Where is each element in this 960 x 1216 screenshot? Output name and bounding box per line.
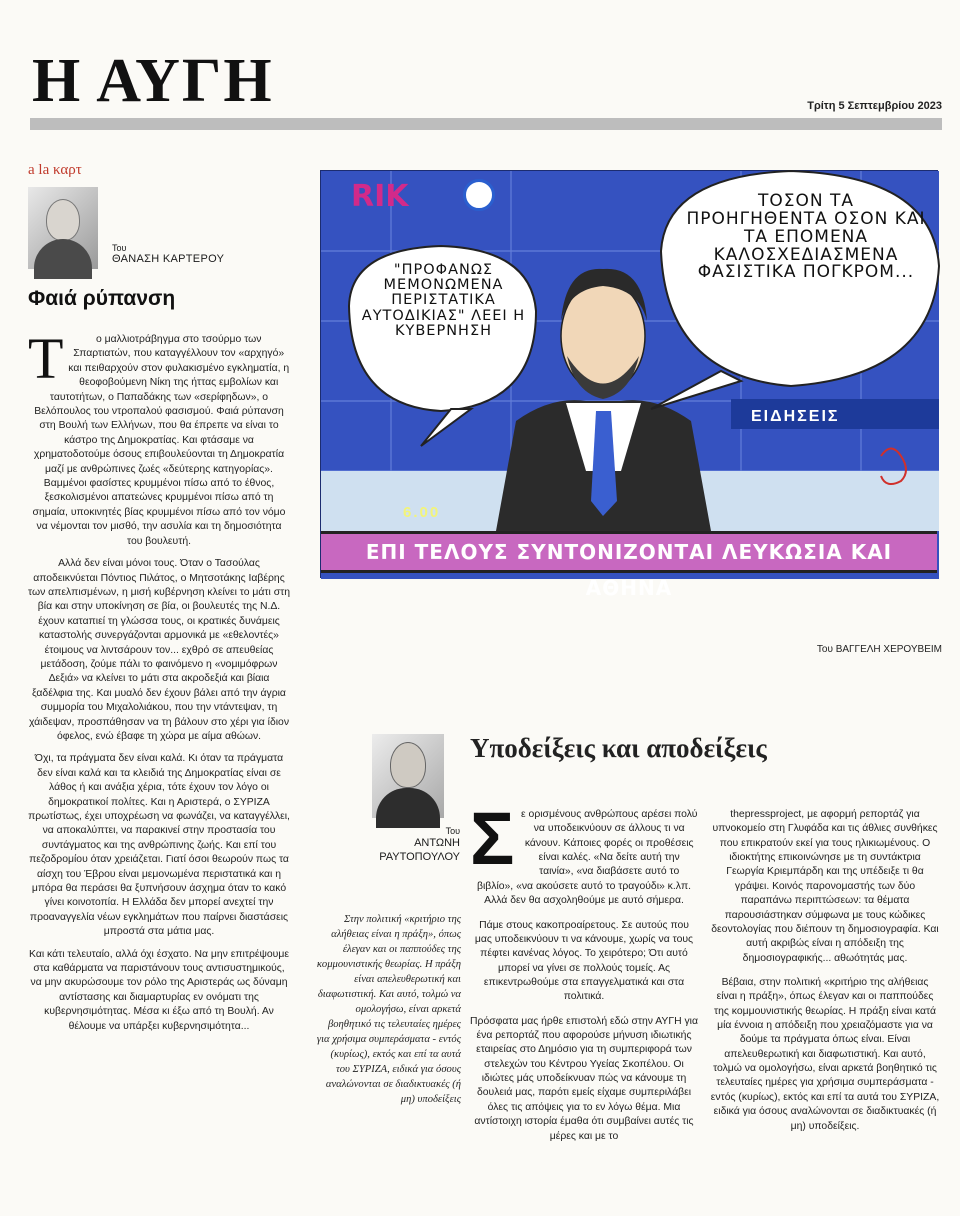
article-author-photo xyxy=(372,734,444,818)
broadcast-time: 6.00 xyxy=(403,504,441,521)
article-paragraph xyxy=(470,797,698,909)
article-paragraph: thepressproject, με αφορμή ρεπορτάζ για υπνοκομείο στη Γλυφάδα και τις άθλιες συνθήκες που επικρατούν εκεί για τους ηλικιωμένους. Ο ιδιοκτήτης επικοινώνησε με τη συντάκτρια Γεωργία Κριεμπάρδη και της υπέδειξε τι θα γράψει. Κοινός παρονομαστής των δύο παραπάνω περιπτώσεων: τα θέματα παρουσιάστηκαν σύμφωνα με τους κώδικες δεοντολογίας που διέπουν τη δημοσιογραφία. Και αυτή ακριβώς είναι η απόδειξη της δημοσιογραφικής... αθωότητάς μας. xyxy=(711,809,939,964)
column-paragraph: Αλλά δεν είναι μόνοι τους. Όταν ο Τασούλας αποδεικνύεται Πόντιος Πιλάτος, ο Μητσοτάκης Ιαβέρης των απελπισμένων, η μισή κυβέρνηση κλείνει το μάτι στη βία και στην υποκίνηση σε βία, οι βουλευτές της Ν.Δ. έχουν καταπιεί τη γλώσσα τους, οι κρατικές δυνάμεις καταστολής συνεργάζονται αρμονικά με «εθελοντές» έτοιμους να λιντσάρουν τον... εχθρό σε απευθείας μετάδοση, ζούμε πάλι το φαινόμενο η «νομιμόφρων Δεξιά» να κλείνει το μάτι στα ακροδεξιά και βίαια ξαδέλφια της. Και μυαλό δεν έχουν βάλει από την άγρια συμμορία του Μιχαλολιάκου, που την ντάντεψαν, τη χάιδεψαν, προσπάθησαν να τη βάλουν στο χέρι για ίδιον όφελος, ενώ έβαφε τη χώρα με αίμα αθώων. xyxy=(28,558,290,742)
column-paragraph: Και κάτι τελευταίο, αλλά όχι έσχατο. Να μην επιτρέψουμε στα καθάρματα να παριστάνουν τους αντισυστημικούς, να μην ακυρώσουμε τον ρόλο της Αριστεράς ως δύναμη αντίστασης και διαμαρτυρίας εν ονόματι της κυβερνησιμότητας. Μέσα κι έξω από τη Βουλή. Αν θέλουμε να υπάρξει κυβερνησιμότητα... xyxy=(29,948,289,1032)
news-label: ΕΙΔΗΣΕΙΣ xyxy=(751,408,840,425)
paragraph-text: ο μαλλιοτράβηγμα στο τσούρμο των Σπαρτιατών, που καταγγέλλουν τον «αρχηγό» και πειθαρχούν στον φυλακισμένο εγκληματία, η θεοφοβούμενη Νίκη της ήττας εμβολίων και ταυτοτήτων, ο Παπαδάκης των «σερίφηδων», ο Βελόπουλος του ντροπαλού φασισμού. Φαιά ρύπανση στη Βουλή των Ελλήνων, που θα έπρεπε να είναι το κάστρο της Δημοκρατίας. Και φτάσαμε να χρηματοδοτούμε όσους επιβουλεύονται τη Δημοκρατία μαζί με ανθρώπινες ζωές «δεύτερης κατηγορίας». Βαμμένοι φασίστες κρυμμένοι πίσω από το έθνος, ξεσκολισμένοι απατεώνες κρυμμένοι πίσω από τη σημαία, υποκινητές βίας κρυμμένοι πίσω από τον νόμο να νέμονται τον μισθό, την ασυλία και τη δημοσιότητα του βουλευτή. xyxy=(32,334,290,547)
article-paragraph: Βέβαια, στην πολιτική «κριτήριο της αλήθειας είναι η πράξη», όπως έλεγαν και οι παππούδες της κομμουνιστικής θεωρίας. Η πράξη είναι κατά μία έννοια η απόδειξη που χρειαζόμαστε για να δούμε τα πράγματα όπως είναι. Είναι απελευθερωτική και διαφωτιστική. Και αυτό, τολμώ να ομολογήσω, είναι αρκετά βοηθητικό τις τελευταίες ημέρες για χρήσιμα συμπεράσματα - εντός (κυρίως), εκτός και επί τα αυτά του ΣΥΡΙΖΑ, ειδικά για όσους αναλώνονται σε διαδικτυακές (ή μη) υποδείξεις. xyxy=(710,976,940,1132)
article-byline xyxy=(360,826,460,865)
article-pullquote: Στην πολιτική «κριτήριο της αλήθειας είναι η πράξη», όπως έλεγαν και οι παππούδες της κομμουνιστικής θεωρίας. Η πράξη είναι απελευθερωτική και διαφωτιστική. Και αυτό, τολμώ να ομολογήσω, είναι αρκετά βοηθητικό τις τελευταίες ημέρες για χρήσιμα συμπεράσματα - εντός (κυρίως), εκτός και επί τα αυτά του ΣΥΡΙΖΑ, ειδικά για όσους αναλώνονται σε διαδικτυακές (ή μη) υποδείξεις xyxy=(316,914,461,1106)
issue-date: Τρίτη 5 Σεπτεμβρίου 2023 xyxy=(807,100,942,112)
byline-name: ΑΝΤΩΝΗ ΡΑΥΤΟΠΟΥΛΟΥ xyxy=(379,837,460,863)
news-ticker: ΕΠΙ ΤΕΛΟΥΣ ΣΥΝΤΟΝΙΖΟΝΤΑΙ ΛΕΥΚΩΣΙΑ ΚΑΙ ΑΘΗΝΑ xyxy=(321,531,937,573)
column-paragraph xyxy=(28,326,290,549)
author2-body-shape xyxy=(376,788,440,828)
author2-head-shape xyxy=(390,742,426,788)
paragraph-text: ε ορισμένους ανθρώπους αρέσει πολύ να υποδεικνύουν σε άλλους τι να κάνουν. Κάποιες φορές οι προθέσεις είναι καλές. «Να δείτε αυτή την ταινία», «να διαβάσετε αυτό το βιβλίο», «να ακούσετε αυτό το τραγούδι» κ.λπ. Αλλά δεν θα ασχοληθούμε με αυτό σήμερα. xyxy=(476,809,698,907)
column-body xyxy=(28,326,290,1034)
dropcap: Σ xyxy=(470,797,515,880)
author-body-shape xyxy=(34,239,92,279)
masthead: Η ΑΥΓΗ xyxy=(32,47,274,115)
article-headline: Υποδείξεις και αποδείξεις xyxy=(470,733,767,763)
column-author xyxy=(28,187,290,269)
column-paragraph: Όχι, τα πράγματα δεν είναι καλά. Κι όταν τα πράγματα δεν είναι καλά και τα κλειδιά της Δημοκρατίας είναι σε λάθος ή και ανάξια χέρια, τότε έχουν τον λόγο οι δημοκρατικοί πολίτες. Και η Αριστερά, ο ΣΥΡΙΖΑ πρωτίστως, έχει υποχρέωση να φωνάζει, να καταγγέλλει, να αποκαλύπτει, να παρακινεί στην προστασία του συντάγματος και της ανθρώπινης ζωής. Και επί του πεζοδρομίου όταν χρειάζεται. Γιατί όσοι θεωρούν πως τα αίσχη του Έβρου είναι μεμονωμένα περιστατικά και η μπόρα θα περάσει θα ξυπνήσουν άσχημα όταν το κακό γίνει κοινοτοπία. Η Ελλάδα δεν μπορεί ανεχτεί την προαναγγελία νέων εγκλημάτων που παίρνει διαστάσεις μπροστά στα μάτια μας. xyxy=(28,753,290,938)
editorial-cartoon xyxy=(320,170,938,600)
byline-prefix: Του xyxy=(445,826,460,836)
byline-name: ΘΑΝΑΣΗ ΚΑΡΤΕΡΟΥ xyxy=(112,253,225,265)
article-body-column-2 xyxy=(710,808,940,1144)
author-photo xyxy=(28,187,98,269)
channel-logo: RIK xyxy=(351,179,409,214)
channel-logo-icon xyxy=(463,179,495,211)
article-body-column-1 xyxy=(470,797,698,1154)
bubble-left-text: "ΠΡΟΦΑΝΩΣ ΜΕΜΟΝΩΜΕΝΑ ΠΕΡΙΣΤΑΤΙΚΑ ΑΥΤΟΔΙΚΙΑΣ" ΛΕΕΙ Η ΚΥΒΕΡΝΗΣΗ xyxy=(361,262,526,339)
dropcap: Τ xyxy=(28,326,64,391)
column-headline: Φαιά ρύπανση xyxy=(28,287,176,310)
article-paragraph: Πάμε στους κακοπροαίρετους. Σε αυτούς που μας υποδεικνύουν τι να κάνουμε, χωρίς να τους πέφτει κανένας λόγος. Το χειρότερο; Ότι αυτό μπορεί να γίνει σε πολλούς τομείς. Ας επικεντρωθούμε στα επαγγελματικά και στα πολιτικά. xyxy=(474,919,694,1003)
column-byline xyxy=(112,243,224,265)
header-rule xyxy=(30,118,942,130)
author-head-shape xyxy=(46,199,80,241)
cartoon-credit: Του ΒΑΓΓΕΛΗ ΧΕΡΟΥΒΕΙΜ xyxy=(816,644,942,655)
column-article xyxy=(28,162,290,1042)
bubble-right-text: ΤΟΣΟΝ ΤΑ ΠΡΟΗΓΗΘΕΝΤΑ ΟΣΟΝ ΚΑΙ ΤΑ ΕΠΟΜΕΝΑ ΚΑΛΟΣΧΕΔΙΑΣΜΕΝΑ ΦΑΣΙΣΤΙΚΑ ΠΟΓΚΡΟΜ... xyxy=(686,191,926,283)
column-kicker: a la καρτ xyxy=(28,162,82,178)
article-paragraph: Πρόσφατα μας ήρθε επιστολή εδώ στην ΑΥΓΗ για ένα ρεπορτάζ που αφορούσε μήνυση ιδιωτικής εταιρείας στο Δημόσιο για τη συμπεριφορά των στελεχών του Κέντρου Υγείας Σκοπέλου. Οι ιδιώτες μάς υποδείκνυαν πώς να κάνουμε τη δουλειά μας, παρότι εμείς είχαμε συμπεριλάβει όλες τις απόψεις για το εν λόγω θέμα. Μια αντίστοιχη ιστορία έμαθα ότι συμβαίνει αυτές τις μέρες και με το xyxy=(470,1015,698,1142)
byline-prefix: Του xyxy=(112,243,127,253)
